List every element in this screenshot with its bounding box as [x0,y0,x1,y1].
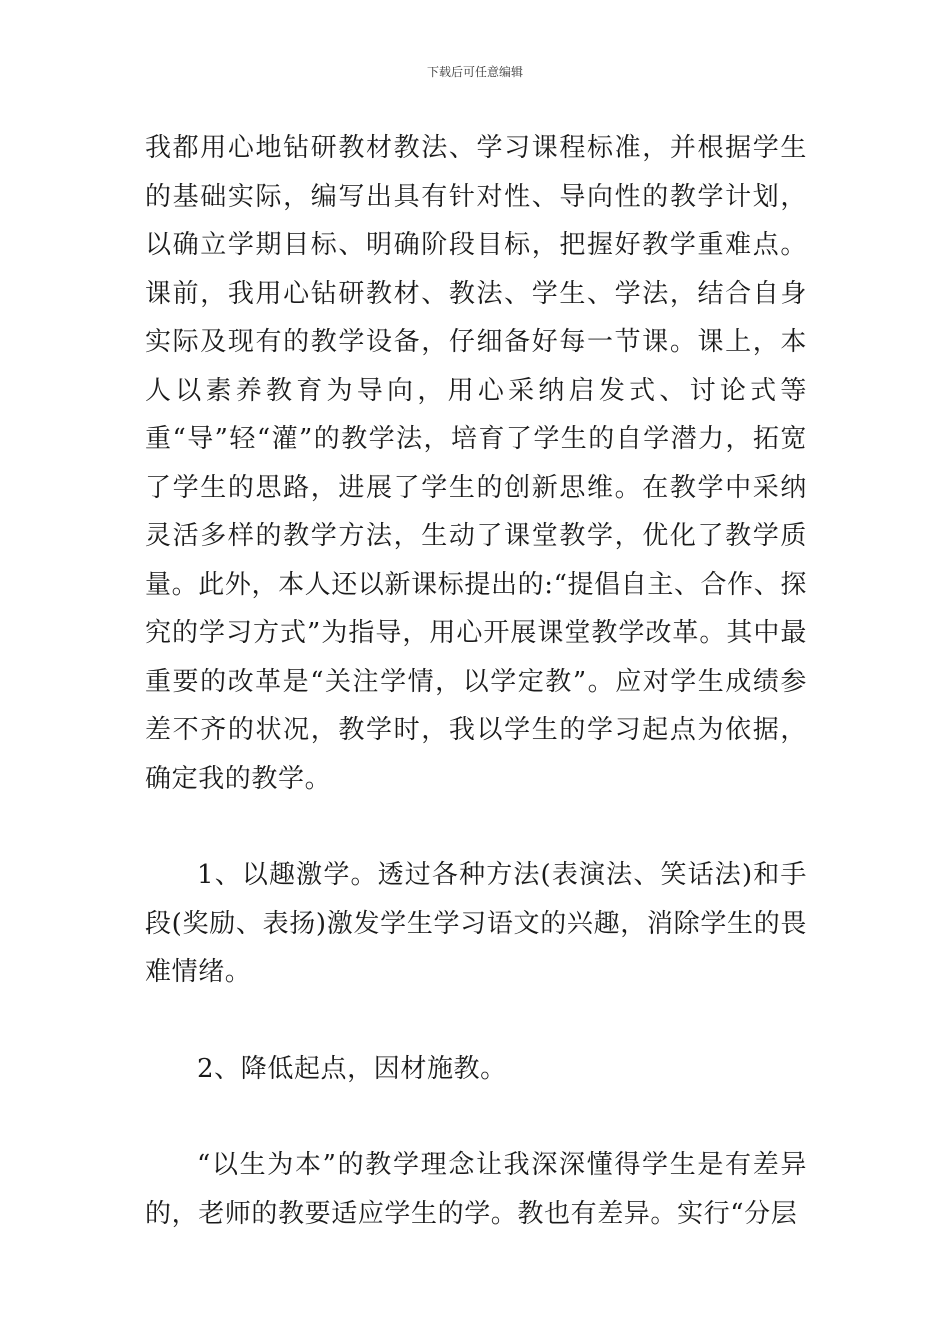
paragraph-item-2: 2、降低起点，因材施教。 [197,1053,507,1084]
paragraph-gap [145,1093,807,1141]
paragraph-item-1: 1、以趣激学。透过各种方法(表演法、笑话法)和手段(奖励、表扬)激发学生学习语文的兴趣，消除学生的畏难情绪。 [145,860,807,987]
document-body [145,124,807,1238]
paragraph-student-centered: “以生为本”的教学理念让我深深懂得学生是有差异的，老师的教要适应学生的学。教也有差异。实行“分层 [145,1150,807,1229]
page-header: 下载后可任意编辑 [426,65,523,79]
paragraph-gap [145,803,807,851]
paragraph-teaching-approach: 我都用心地钻研教材教法、学习课程标准，并根据学生的基础实际，编写出具有针对性、导向性的教学计划，以确立学期目标、明确阶段目标，把握好教学重难点。课前，我用心钻研教材、教法、学生、学法，结合自身实际及现有的教学设备，仔细备好每一节课。课上，本人以素养教育为导向，用心采纳启发式、讨论式等重“导”轻“灌”的教学法，培育了学生的自学潜力，拓宽了学生的思路，进展了学生的创新思维。在教学中采纳灵活多样的教学方法，生动了课堂教学，优化了教学质量。此外，本人还以新课标提出的:“提倡自主、合作、探究的学习方式”为指导，用心开展课堂教学改革。其中最重要的改革是“关注学情，以学定教”。应对学生成绩参差不齐的状况，教学时，我以学生的学习起点为依据，确定我的教学。 [145,133,807,794]
paragraph-gap [145,997,807,1045]
